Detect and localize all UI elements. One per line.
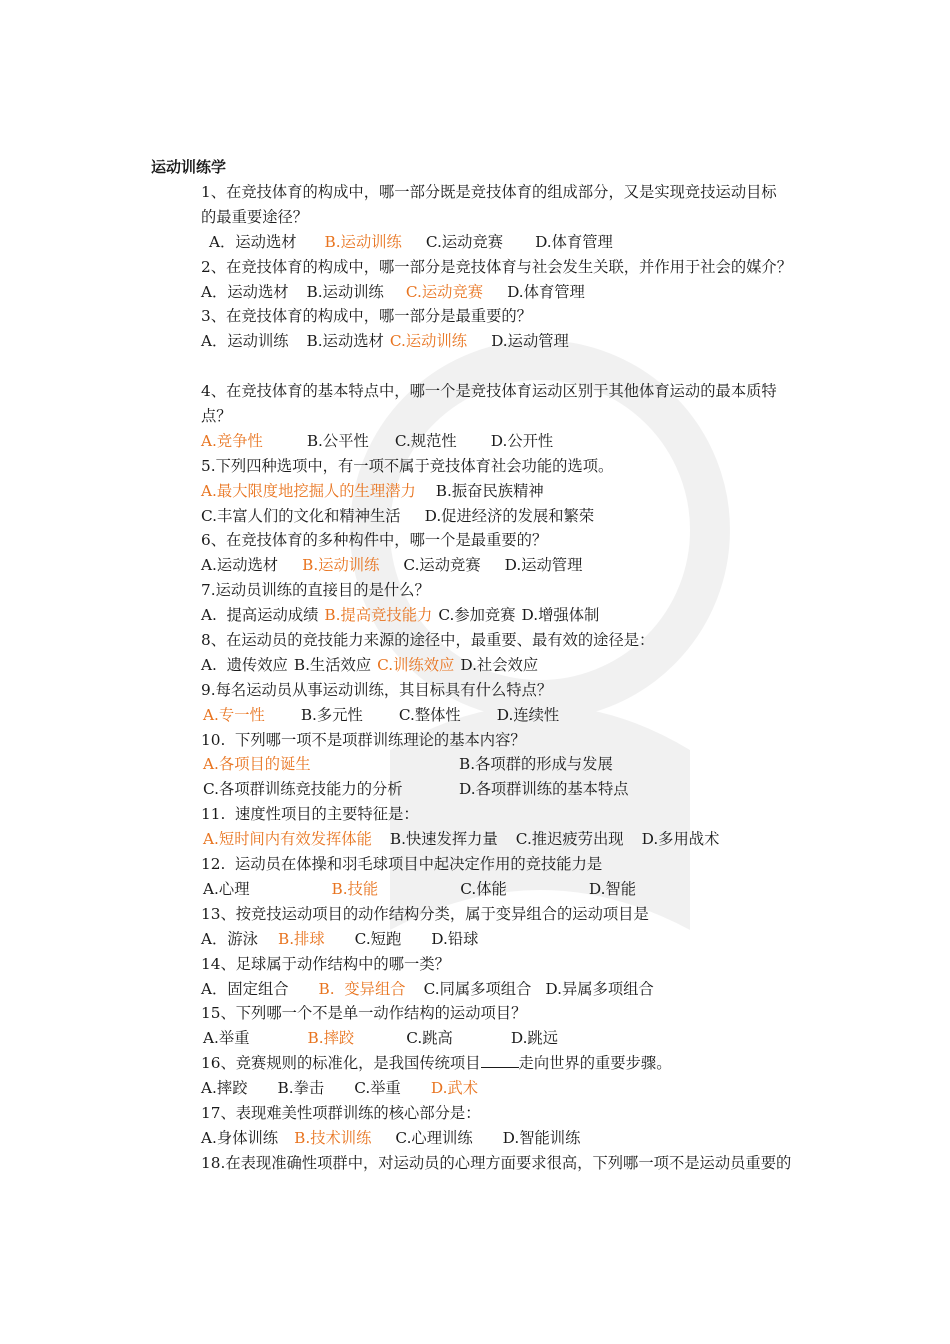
- q8-option-d: D.社会效应: [460, 655, 539, 674]
- q17-option-a: A.身体训练: [201, 1128, 279, 1147]
- q9-options: [201, 703, 861, 728]
- q6-option-d: D.运动管理: [504, 556, 583, 575]
- q16-option-d: D.武术: [430, 1079, 479, 1098]
- q3-option-d: D.运动管理: [491, 332, 569, 351]
- q13-options: [201, 927, 861, 952]
- q3-option-c: C.运动训练: [389, 332, 468, 351]
- q12-stem: 12. 运动员在体操和羽毛球项目中起决定作用的竞技能力是: [201, 855, 603, 874]
- q8-stem: 8、在运动员的竞技能力来源的途径中，最重要、最有效的途径是：: [201, 631, 655, 650]
- q16-stem-before: 16、竞赛规则的标准化，是我国传统项目: [201, 1054, 481, 1073]
- q6-option-a: A.运动选材: [201, 556, 279, 575]
- q1-option-b: B.运动训练: [324, 232, 402, 251]
- q14-option-a: A．固定组合: [201, 979, 289, 998]
- q13-option-d: D.铅球: [431, 929, 479, 948]
- q6-stem: 6、在竞技体育的多种构件中，哪一个是最重要的？: [201, 531, 548, 550]
- q14-option-b: B. 变异组合: [318, 979, 406, 998]
- q4-stem-line1: 4、在竞技体育的基本特点中，哪一个是竞技体育运动区别于其他体育运动的最本质特: [201, 382, 777, 401]
- q13-stem: 13、按竞技运动项目的动作结构分类，属于变异组合的运动项目是: [201, 904, 649, 923]
- q2-option-c: C.运动竞赛: [405, 282, 484, 301]
- q18-stem: 18.在表现准确性项群中，对运动员的心理方面要求很高，下列哪一项不是运动员重要的: [201, 1153, 792, 1172]
- q2-options: [201, 280, 861, 305]
- q5-option-a: A.最大限度地挖掘人的生理潜力: [201, 481, 416, 500]
- q4-option-c: C.规范性: [394, 431, 457, 450]
- q11-option-d: D.多用战术: [641, 830, 720, 849]
- q14-stem: 14、足球属于动作结构中的哪一类？: [201, 954, 450, 973]
- q4-options: [201, 429, 861, 454]
- q5-stem: 5.下列四种选项中，有一项不属于竞技体育社会功能的选项。: [201, 456, 614, 475]
- q10-option-a: A.各项目的诞生: [203, 755, 311, 774]
- q15-options: [201, 1026, 861, 1051]
- q11-option-a: A.短时间内有效发挥体能: [203, 830, 372, 849]
- q15-option-b: B.摔跤: [307, 1029, 355, 1048]
- q15-stem: 15、下列哪一个不是单一动作结构的运动项目？: [201, 1004, 527, 1023]
- q8-option-a: A. 遗传效应: [201, 655, 288, 674]
- q12-option-d: D.智能: [588, 879, 637, 898]
- q15-option-c: C.跳高: [406, 1029, 453, 1048]
- q5-option-b: B.振奋民族精神: [435, 481, 544, 500]
- q10-option-d: D.各项群训练的基本特点: [459, 780, 629, 799]
- q5-options-row2: [201, 504, 861, 529]
- q3-stem: 3、在竞技体育的构成中，哪一部分是最重要的？: [201, 307, 532, 326]
- q1-option-d: D.体育管理: [535, 232, 613, 251]
- q16-option-c: C.举重: [354, 1079, 401, 1098]
- q17-option-b: B.技术训练: [294, 1128, 372, 1147]
- q7-option-a: A. 提高运动成绩: [201, 606, 319, 625]
- q14-option-c: C.同属多项组合: [423, 979, 532, 998]
- q2-stem: 2、在竞技体育的构成中，哪一部分是竞技体育与社会发生关联，并作用于社会的媒介？: [201, 257, 793, 276]
- q11-option-c: C.推迟疲劳出现: [515, 830, 624, 849]
- q9-option-b: B.多元性: [300, 705, 363, 724]
- q5-option-d: D.促进经济的发展和繁荣: [424, 506, 595, 525]
- q7-option-c: C.参加竞赛: [438, 606, 516, 625]
- q4-option-d: D.公开性: [490, 431, 554, 450]
- q16-fill-blank: [481, 1052, 519, 1068]
- q17-option-d: D.智能训练: [502, 1128, 581, 1147]
- q5-option-c: C.丰富人们的文化和精神生活: [201, 506, 401, 525]
- q7-stem: 7.运动员训练的直接目的是什么？: [201, 581, 430, 600]
- q1-option-a: A．运动选材: [209, 232, 297, 251]
- q1-option-c: C.运动竞赛: [425, 232, 504, 251]
- q9-option-a: A.专一性: [203, 705, 265, 724]
- q10-options-row2: [201, 777, 861, 802]
- q8-option-b: B.生活效应: [293, 655, 372, 674]
- q1-options: [201, 230, 861, 255]
- question-list: [201, 180, 861, 1176]
- q13-option-a: A．游泳: [201, 929, 258, 948]
- q17-stem: 17、表现难美性项群训练的核心部分是：: [201, 1103, 481, 1122]
- q4-option-a: A.竞争性: [201, 431, 263, 450]
- q16-options: [201, 1076, 861, 1101]
- q8-option-c: C.训练效应: [377, 655, 455, 674]
- q12-option-a: A.心理: [203, 879, 250, 898]
- q1-stem-line2: 的最重要途径？: [201, 207, 309, 226]
- q2-option-b: B.运动训练: [306, 282, 384, 301]
- q13-option-b: B.排球: [277, 929, 325, 948]
- q17-options: [201, 1126, 861, 1151]
- q16-stem: [201, 1051, 861, 1076]
- spacer: [201, 354, 861, 379]
- q12-option-c: C.体能: [460, 879, 507, 898]
- q2-option-a: A．运动选材: [201, 282, 289, 301]
- q10-option-c: C.各项群训练竞技能力的分析: [203, 780, 403, 799]
- q16-option-b: B.拳击: [277, 1079, 325, 1098]
- q11-option-b: B.快速发挥力量: [389, 830, 498, 849]
- q10-options-row1: [201, 752, 861, 777]
- q6-option-b: B.运动训练: [302, 556, 380, 575]
- q14-option-d: D.异属多项组合: [545, 979, 654, 998]
- q10-option-b: B.各项群的形成与发展: [459, 755, 613, 774]
- q15-option-d: D.跳远: [510, 1029, 559, 1048]
- q6-options: [201, 553, 861, 578]
- q15-option-a: A.举重: [203, 1029, 250, 1048]
- q3-option-b: B.运动选材: [306, 332, 384, 351]
- q16-option-a: A.摔跤: [201, 1079, 248, 1098]
- q4-option-b: B.公平性: [306, 431, 369, 450]
- q3-options: [201, 329, 861, 354]
- q5-options-row1: [201, 479, 861, 504]
- q7-option-b: B.提高竞技能力: [324, 606, 433, 625]
- q12-options: [201, 877, 861, 902]
- q7-option-d: D.增强体制: [521, 606, 600, 625]
- q8-options: [201, 653, 861, 678]
- q17-option-c: C.心理训练: [395, 1128, 473, 1147]
- q12-option-b: B.技能: [331, 879, 379, 898]
- q11-stem: 11. 速度性项目的主要特征是：: [201, 805, 419, 824]
- q4-stem-line2: 点？: [201, 407, 232, 426]
- q9-option-c: C.整体性: [398, 705, 461, 724]
- q13-option-c: C.短跑: [354, 929, 402, 948]
- q11-options: [201, 827, 861, 852]
- q3-option-a: A．运动训练: [201, 332, 289, 351]
- q7-options: [201, 603, 861, 628]
- q14-options: [201, 977, 861, 1002]
- q16-stem-after: 走向世界的重要步骤。: [518, 1054, 672, 1073]
- q9-option-d: D.连续性: [496, 705, 560, 724]
- q6-option-c: C.运动竞赛: [403, 556, 481, 575]
- page-title: 运动训练学: [151, 158, 227, 176]
- q9-stem: 9.每名运动员从事运动训练，其目标具有什么特点？: [201, 680, 553, 699]
- q1-stem-line1: 1、在竞技体育的构成中，哪一部分既是竞技体育的组成部分，又是实现竞技运动目标: [201, 183, 777, 201]
- q2-option-d: D.体育管理: [507, 282, 585, 301]
- q10-stem: 10. 下列哪一项不是项群训练理论的基本内容？: [201, 730, 526, 749]
